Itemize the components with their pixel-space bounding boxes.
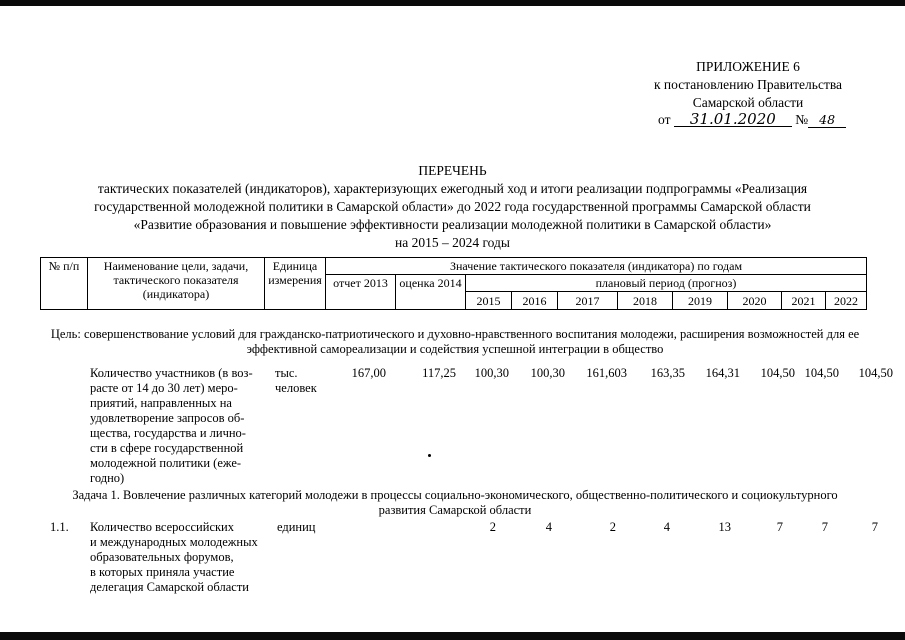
- header-unit: Единица измерения: [265, 258, 326, 310]
- name-line: молодежной политики (еже-: [90, 456, 242, 470]
- handwritten-date: 31.01.2020: [674, 112, 792, 127]
- ind11-value-2018: 4: [663, 520, 670, 534]
- goal-value-2013: 167,00: [351, 366, 386, 380]
- name-line: расте от 14 до 30 лет) меро-: [90, 381, 238, 395]
- ind11-value-2020: 7: [776, 520, 783, 534]
- name-line: приятий, направленных на: [90, 396, 232, 410]
- name-line: и международных молодежных: [90, 535, 258, 549]
- name-line: щества, государства и лично-: [90, 426, 246, 440]
- header-year: 2020: [728, 292, 782, 310]
- goal-value-2019: 164,31: [705, 366, 740, 380]
- goal-value-2014: 117,25: [422, 366, 456, 380]
- ind11-value-2015: 2: [489, 520, 496, 534]
- goal-line-1: Цель: совершенствование условий для гражданско-патриотического и духовно-нравственного воспитания молодежи, расширения возможностей для ее: [50, 327, 860, 341]
- unit-line: тыс.: [275, 366, 298, 380]
- appendix-block: [633, 58, 863, 112]
- scan-bottom-edge: [0, 632, 905, 640]
- goal-value-2017: 161,603: [586, 366, 627, 380]
- name-line: в которых приняла участие: [90, 565, 235, 579]
- header-name: Наименование цели, задачи, тактического показателя (индикатора): [88, 258, 265, 310]
- header-plan-period: плановый период (прогноз): [466, 275, 867, 292]
- unit-line: человек: [275, 381, 317, 395]
- header-estimate-2014: оценка 2014: [396, 275, 466, 310]
- header-year: 2022: [826, 292, 867, 310]
- heading-line-3: «Развитие образования и повышение эффективности реализации молодежной политики в Самарской области»: [133, 217, 772, 232]
- header-year: 2019: [673, 292, 728, 310]
- document-title: ПЕРЕЧЕНЬ: [418, 163, 487, 178]
- goal-value-2022: 104,50: [858, 366, 893, 380]
- task-1-line-2: развития Самарской области: [378, 503, 532, 517]
- appendix-date-line: [658, 110, 836, 128]
- appendix-title: ПРИЛОЖЕНИЕ 6: [696, 59, 800, 74]
- heading-line-1: тактических показателей (индикаторов), характеризующих ежегодный ход и итоги реализации подпрограммы «Реализация: [97, 181, 808, 196]
- goal-value-2015: 100,30: [474, 366, 509, 380]
- header-year: 2015: [466, 292, 512, 310]
- number-prefix: №: [795, 112, 809, 127]
- goal-value-2021: 104,50: [804, 366, 839, 380]
- indicators-table-header: [40, 257, 867, 310]
- indicator-1-1-unit: единиц: [277, 520, 316, 534]
- name-line: годно): [90, 471, 125, 485]
- indicator-1-1-name: [90, 520, 275, 595]
- name-line: Количество всероссийских: [90, 520, 235, 534]
- header-year: 2016: [512, 292, 558, 310]
- appendix-line-2: Самарской области: [692, 95, 804, 110]
- ind11-value-2019: 13: [718, 520, 731, 534]
- name-line: образовательных форумов,: [90, 550, 234, 564]
- goal-value-2018: 163,35: [650, 366, 685, 380]
- indicator-1-1-number: 1.1.: [50, 520, 69, 534]
- name-line: сти в сфере государственной: [90, 441, 244, 455]
- heading-line-4: на 2015 – 2024 годы: [395, 235, 510, 250]
- header-values: Значение тактического показателя (индикатора) по годам: [326, 258, 867, 275]
- ind11-value-2016: 4: [545, 520, 552, 534]
- name-line: Количество участников (в воз-: [90, 366, 253, 380]
- goal-indicator-name: [90, 366, 270, 486]
- header-number: № п/п: [41, 258, 88, 310]
- header-year: 2021: [782, 292, 826, 310]
- ind11-value-2022: 7: [871, 520, 878, 534]
- ind11-value-2017: 2: [609, 520, 616, 534]
- heading-line-2: государственной молодежной политики в Самарской области» до 2022 года государственной программы Самарской области: [94, 199, 811, 214]
- goal-line-2: эффективной самореализации и содействия успешной интеграции в общество: [246, 342, 664, 356]
- scan-speck: [428, 454, 431, 457]
- name-line: делегация Самарской области: [90, 580, 249, 594]
- header-year: 2017: [558, 292, 618, 310]
- task-1-line-1: Задача 1. Вовлечение различных категорий молодежи в процессы социально-экономического, общественно-политического и социокультурного: [72, 488, 838, 502]
- header-report-2013: отчет 2013: [326, 275, 396, 310]
- scan-top-edge: [0, 0, 905, 6]
- handwritten-number: 48: [808, 112, 846, 128]
- goal-value-2020: 104,50: [760, 366, 795, 380]
- header-year: 2018: [618, 292, 673, 310]
- appendix-line-1: к постановлению Правительства: [653, 77, 843, 92]
- ind11-value-2021: 7: [821, 520, 828, 534]
- goal-value-2016: 100,30: [530, 366, 565, 380]
- name-line: удовлетворение запросов об-: [90, 411, 245, 425]
- date-prefix: от: [658, 112, 671, 127]
